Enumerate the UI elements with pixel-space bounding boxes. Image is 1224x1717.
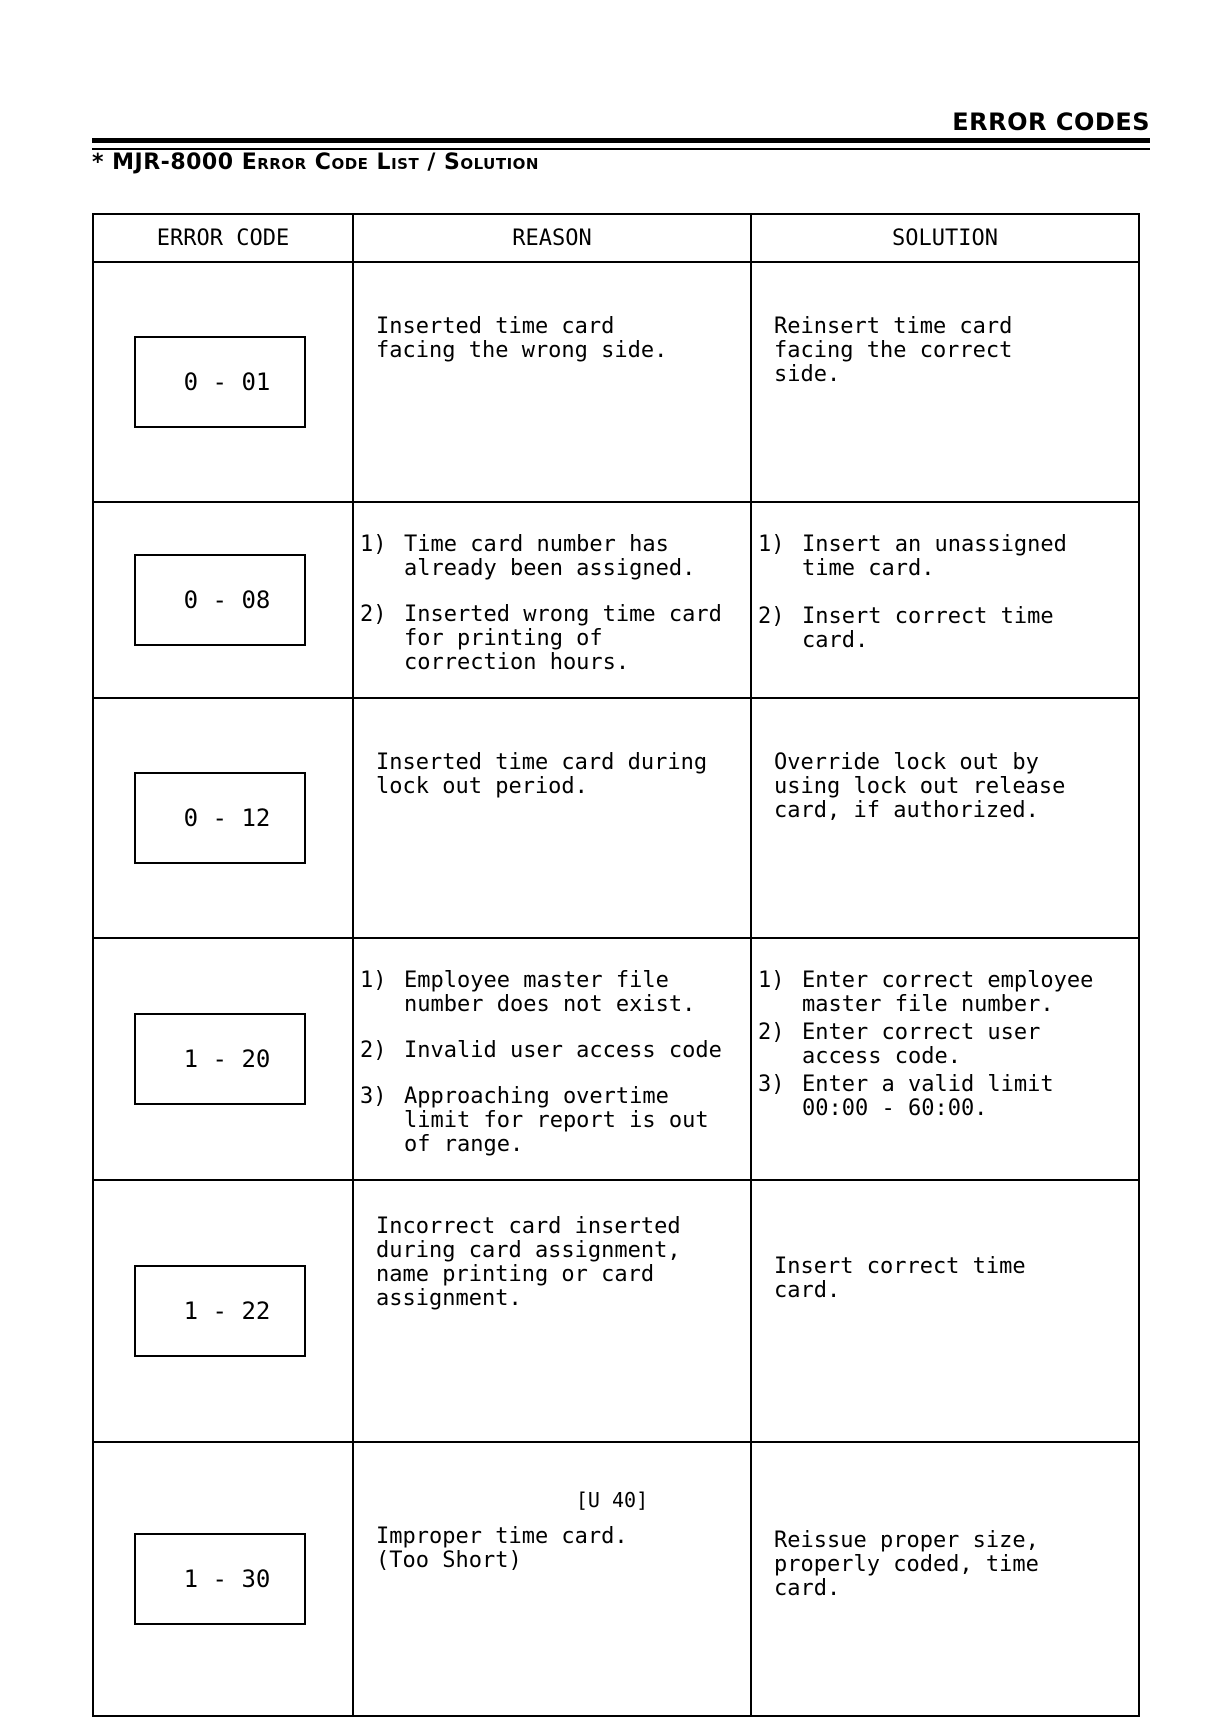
solution-list xyxy=(752,503,1138,653)
error-code-box: 0 - 08 xyxy=(134,554,306,646)
column-header-error-code: ERROR CODE xyxy=(93,214,353,262)
item-number: 1) xyxy=(360,968,387,993)
solution-cell: Reinsert time card facing the correct side. xyxy=(751,262,1139,502)
table-row xyxy=(93,1180,1139,1442)
list-item xyxy=(758,1021,1128,1069)
item-number: 2) xyxy=(758,1020,785,1045)
error-code-cell xyxy=(93,262,353,502)
error-code-box: 1 - 22 xyxy=(134,1265,306,1357)
reason-cell: Inserted time card facing the wrong side. xyxy=(353,262,751,502)
error-code-cell xyxy=(93,502,353,698)
reason-cell xyxy=(353,938,751,1180)
error-code-box: 1 - 30 xyxy=(134,1533,306,1625)
item-number: 3) xyxy=(758,1072,785,1097)
item-text: Enter a valid limit 00:00 - 60:00. xyxy=(802,1072,1054,1121)
item-number: 3) xyxy=(360,1084,387,1109)
reason-cell: Improper time card. (Too Short) xyxy=(353,1442,751,1716)
item-text: Employee master file number does not exist. xyxy=(404,968,696,1017)
reason-cell: Incorrect card inserted during card assignment, name printing or card assignment. xyxy=(353,1180,751,1442)
solution-cell: Insert correct time card. xyxy=(751,1180,1139,1442)
item-text: Invalid user access code xyxy=(404,1038,722,1063)
item-number: 1) xyxy=(758,968,785,993)
document-title: * MJR-8000 Error Code List / Solution xyxy=(92,150,539,175)
table-row xyxy=(93,262,1139,502)
table-row xyxy=(93,938,1139,1180)
item-text: Enter correct employee master file number. xyxy=(802,968,1094,1017)
solution-cell: Override lock out by using lock out release card, if authorized. xyxy=(751,698,1139,938)
table-row xyxy=(93,698,1139,938)
item-text: Insert correct time card. xyxy=(802,604,1054,653)
list-item xyxy=(758,533,1128,581)
page-number: [U 40] xyxy=(575,1488,649,1512)
list-item xyxy=(758,969,1128,1017)
item-text: Time card number has already been assigned. xyxy=(404,532,696,581)
item-number: 2) xyxy=(360,602,387,627)
reason-cell: Inserted time card during lock out period. xyxy=(353,698,751,938)
section-title: ERROR CODES xyxy=(952,108,1150,136)
table-row xyxy=(93,502,1139,698)
error-code-box: 1 - 20 xyxy=(134,1013,306,1105)
column-header-reason: REASON xyxy=(353,214,751,262)
item-text: Enter correct user access code. xyxy=(802,1020,1041,1069)
error-code-cell xyxy=(93,1180,353,1442)
reason-cell xyxy=(353,502,751,698)
solution-cell xyxy=(751,938,1139,1180)
list-item xyxy=(360,969,740,1017)
list-item xyxy=(360,533,740,581)
list-item xyxy=(360,603,740,675)
reason-list xyxy=(354,503,750,675)
column-header-solution: SOLUTION xyxy=(751,214,1139,262)
solution-cell: Reissue proper size, properly coded, time card. xyxy=(751,1442,1139,1716)
error-code-cell xyxy=(93,1442,353,1716)
error-code-cell xyxy=(93,938,353,1180)
header-rule-thick xyxy=(92,138,1150,143)
error-code-box: 0 - 01 xyxy=(134,336,306,428)
list-item xyxy=(758,1073,1128,1121)
error-code-cell xyxy=(93,698,353,938)
table-row xyxy=(93,1442,1139,1716)
item-text: Inserted wrong time card for printing of correction hours. xyxy=(404,602,722,675)
solution-list xyxy=(752,939,1138,1121)
list-item xyxy=(360,1085,740,1157)
item-text: Insert an unassigned time card. xyxy=(802,532,1067,581)
item-number: 1) xyxy=(360,532,387,557)
item-number: 2) xyxy=(758,604,785,629)
list-item xyxy=(360,1039,740,1063)
item-number: 2) xyxy=(360,1038,387,1063)
reason-list xyxy=(354,939,750,1157)
item-number: 1) xyxy=(758,532,785,557)
error-code-box: 0 - 12 xyxy=(134,772,306,864)
table-header-row xyxy=(93,214,1139,262)
item-text: Approaching overtime limit for report is out of range. xyxy=(404,1084,709,1157)
list-item xyxy=(758,605,1128,653)
solution-cell xyxy=(751,502,1139,698)
